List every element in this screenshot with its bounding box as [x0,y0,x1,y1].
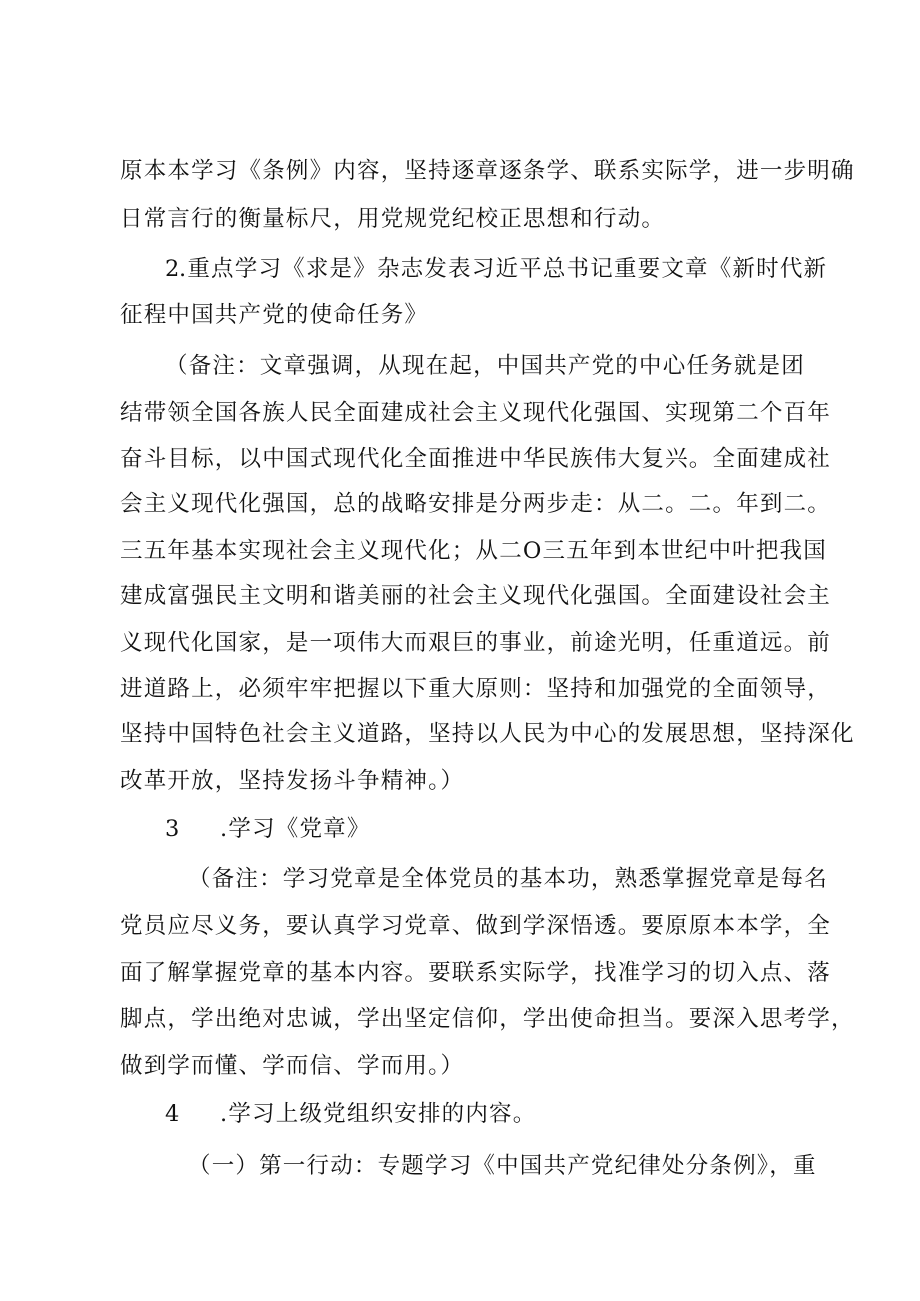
list-number: 4 [165,1101,181,1127]
text-line: 日常言行的衡量标尺，用党规党纪校正思想和行动。 [120,206,666,232]
text-line: 结带领全国各族人民全面建成社会主义现代化强国、实现第二个百年 [120,400,832,426]
text-line: .学习上级党组织安排的内容。 [220,1101,537,1127]
text-line: 建成富强民主文明和谐美丽的社会主义现代化强国。全面建设社会主 [120,583,832,609]
text-line: 脚点，学出绝对忠诚，学出坚定信仰，学出使命担当。要深入思考学， [120,1006,855,1032]
section-heading: （一）第一行动：专题学习《中国共产党纪律处分条例》，重 [188,1153,817,1179]
list-number: 3 [165,816,181,842]
note-paragraph-start: （备注：文章强调，从现在起，中国共产党的中心任务就是团 [165,353,805,379]
list-number: 2 [165,256,181,282]
list-item-3-heading [165,813,865,845]
note-paragraph-start: （备注：学习党章是全体党员的基本功，熟悉掌握党章是每名 [188,866,828,892]
text-line: 义现代化国家，是一项伟大而艰巨的事业，前途光明，任重道远。前 [120,630,832,656]
text-line: 征程中国共产党的使命任务》 [120,302,429,328]
list-item-2-heading [165,253,865,285]
text-line: 面了解掌握党章的基本内容。要联系实际学，找准学习的切入点、落 [120,960,832,986]
text-line: 党员应尽义务，要认真学习党章、做到学深悟透。要原原本本学，全 [120,913,832,939]
text-line: 会主义现代化强国，总的战略安排是分两步走：从二。二。年到二。 [120,491,832,517]
text-line: 三五年基本实现社会主义现代化；从二O三五年到本世纪中叶把我国 [120,538,827,564]
text-line: 坚持中国特色社会主义道路，坚持以人民为中心的发展思想，坚持深化 [120,721,855,747]
text-line: 改革开放，坚持发扬斗争精神。） [120,768,465,794]
list-item-4-heading [165,1098,865,1130]
text-line: 进道路上，必须牢牢把握以下重大原则：坚持和加强党的全面领导， [120,676,832,702]
text-line: .重点学习《求是》杂志发表习近平总书记重要文章《新时代新 [179,256,828,282]
text-line: .学习《党章》 [220,816,371,842]
text-line: 做到学而懂、学而信、学而用。） [120,1053,465,1079]
text-line: 奋斗目标，以中国式现代化全面推进中华民族伟大复兴。全面建成社 [120,446,832,472]
text-line: 原本本学习《条例》内容，坚持逐章逐条学、联系实际学，进一步明确 [120,158,855,184]
